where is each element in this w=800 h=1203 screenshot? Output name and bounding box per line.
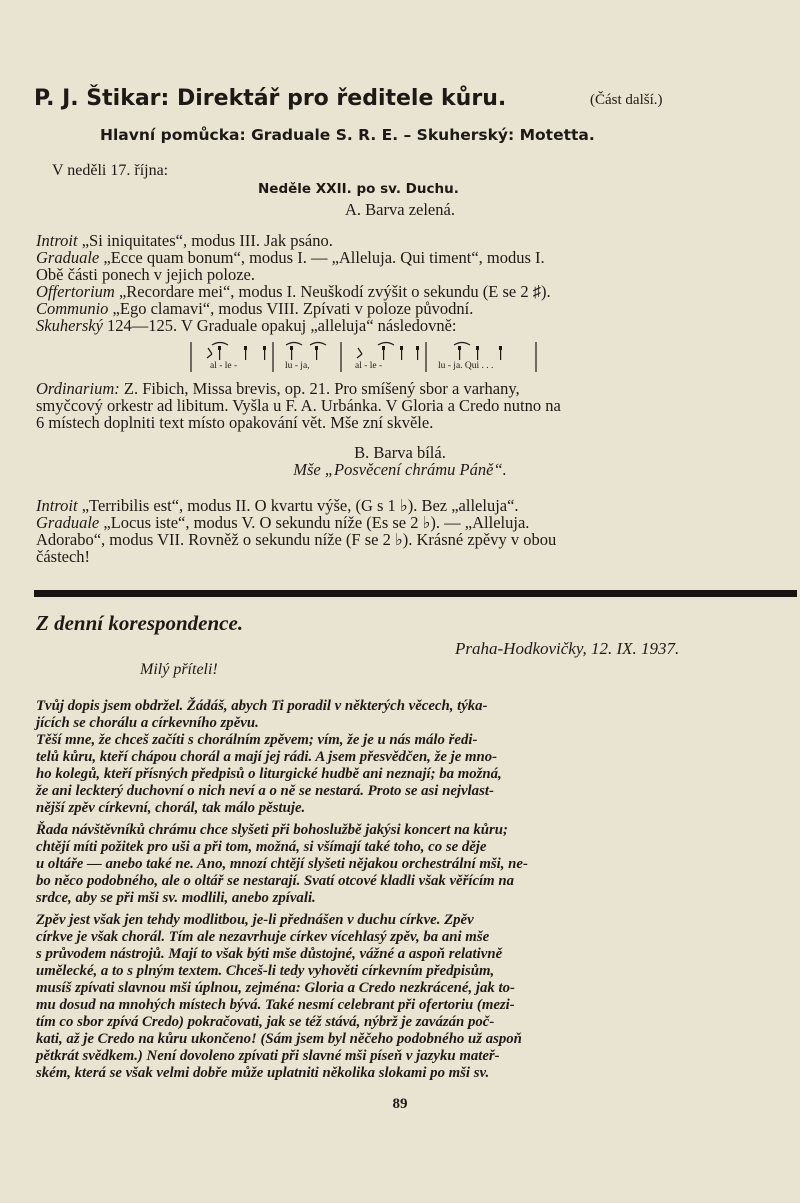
part-a-line: Graduale „Ecce quam bonum“, modus I. — „Alleluja. Qui timent“, modus I. bbox=[36, 248, 545, 267]
music-syllable: lu - ja, bbox=[285, 361, 310, 371]
letter-line: s průvodem nástrojů. Mají to však býti mše důstojné, vážné a aspoň relativně bbox=[36, 946, 503, 962]
letter-line: bo něco podobného, ale o oltář se nestarají. Svatí otcové kladli však věřícím na bbox=[36, 873, 514, 889]
music-notation bbox=[190, 340, 540, 374]
letter-line: srdce, aby se při mši sv. modlili, anebo zpívali. bbox=[36, 890, 316, 906]
part-b-line: částech! bbox=[36, 547, 91, 566]
letter-line: u oltáře — anebo také ne. Ano, mnozí chtějí slyšeti nějakou orchestrální mši, ne- bbox=[36, 856, 528, 872]
letter-line: Tvůj dopis jsem obdržel. Žádáš, abych Ti poradil v některých věcech, týka- bbox=[36, 698, 488, 714]
letter-line: ském, která se však velmi dobře může uplatniti několika slokami po mši sv. bbox=[36, 1065, 490, 1081]
part-b-line: Introit „Terribilis est“, modus II. O kvartu výše, (G s 1 ♭). Bez „alleluja“. bbox=[36, 496, 519, 515]
ordinarium-line: 6 místech doplniti text místo opakování vět. Mše zní skvěle. bbox=[36, 413, 434, 432]
ordinarium-line: Ordinarium: Z. Fibich, Missa brevis, op. 21. Pro smíšený sbor a varhany, bbox=[36, 379, 520, 398]
part-a-line: Introit „Si iniquitates“, modus III. Jak psáno. bbox=[36, 231, 333, 250]
part-a-line: Communio „Ego clamavi“, modus VIII. Zpívati v poloze původní. bbox=[36, 299, 474, 318]
greeting: Milý příteli! bbox=[140, 661, 218, 678]
part-b-line: Graduale „Locus iste“, modus V. O sekundu níže (Es se 2 ♭). — „Alleluja. bbox=[36, 513, 530, 532]
letter-line: mu dosud na mnohých místech bývá. Také nesmí celebrant při ofertoriu (mezi- bbox=[36, 997, 515, 1013]
letter-line: telů kůru, kteří chápou chorál a mají jej rádi. A jsem přesvědčen, že je mno- bbox=[36, 749, 498, 765]
letter-line: Těší mne, že chceš začíti s chorálním zpěvem; vím, že je u nás málo ředi- bbox=[36, 732, 478, 748]
mass-title: Mše „Posvěcení chrámu Páně“. bbox=[293, 460, 507, 479]
letter-line: církve je však chorál. Tím ale nezavrhuje církev vícehlasý zpěv, ba ani mše bbox=[36, 929, 490, 945]
letter-line: že ani leckterý duchovní o nich neví a o ně se nestará. Proto se asi nejvlast- bbox=[36, 783, 494, 799]
place-date: Praha-Hodkovičky, 12. IX. 1937. bbox=[455, 639, 680, 658]
color-b: B. Barva bílá. bbox=[354, 443, 446, 462]
part-a-line: Obě části ponech v jejich poloze. bbox=[36, 265, 256, 284]
part-a-line: Skuherský 124—125. V Graduale opakuj „alleluja“ následovně: bbox=[36, 316, 457, 335]
letter-line: umělecké, a to s plným textem. Chceš-li tedy vyhověti církevním předpisům, bbox=[36, 963, 495, 979]
color-a: A. Barva zelená. bbox=[345, 200, 455, 219]
feast-heading: Neděle XXII. po sv. Duchu. bbox=[258, 181, 459, 197]
letter-line: nější zpěv církevní, chorál, tak málo pěstuje. bbox=[36, 800, 306, 816]
section-divider bbox=[34, 590, 797, 597]
letter-line: Řada návštěvníků chrámu chce slyšeti při bohoslužbě jakýsi koncert na kůru; bbox=[36, 822, 508, 838]
article-title: P. J. Štikar: Direktář pro ředitele kůru. bbox=[34, 86, 507, 111]
letter-line: tím co sbor zpívá Credo) pokračovati, jak se též stává, nýbrž je zavázán poč- bbox=[36, 1014, 495, 1030]
letter-line: musíš zpívati slavnou mši úplnou, zejména: Gloria a Credo nezkrácené, jak to- bbox=[36, 980, 515, 996]
section-title: Z denní korespondence. bbox=[36, 611, 244, 635]
music-syllable: al - le - bbox=[355, 361, 383, 371]
page-number: 89 bbox=[392, 1096, 408, 1112]
article-subtitle: Hlavní pomůcka: Graduale S. R. E. – Skuherský: Motetta. bbox=[100, 126, 595, 144]
letter-line: ho kolegů, kteří přísných předpisů o liturgické hudbě ani neznají; ba možná, bbox=[36, 766, 502, 782]
part-a-line: Offertorium „Recordare mei“, modus I. Neuškodí zvýšit o sekundu (E se 2 ♯). bbox=[36, 282, 551, 301]
part-b-line: Adorabo“, modus VII. Rovněž o sekundu níže (F se 2 ♭). Krásné zpěvy v obou bbox=[36, 530, 557, 549]
letter-line: chtějí míti požitek pro uši a při tom, možná, si všímají také toho, co se děje bbox=[36, 839, 487, 855]
letter-line: kati, až je Credo na kůru ukončeno! (Sám jsem byl něčeho podobného už aspoň bbox=[36, 1031, 522, 1047]
sunday-date: V neděli 17. října: bbox=[52, 162, 169, 179]
music-syllable: lu - ja. Qui . . . bbox=[438, 361, 494, 371]
music-syllable: al - le - bbox=[210, 361, 238, 371]
letter-line: Zpěv jest však jen tehdy modlitbou, je-li přednášen v duchu církve. Zpěv bbox=[36, 912, 474, 928]
letter-line: pětkrát svědkem.) Není dovoleno zpívati při slavné mši píseň v jazyku mateř- bbox=[36, 1048, 500, 1064]
title-note: (Část další.) bbox=[590, 92, 663, 108]
letter-line: jících se chorálu a církevního zpěvu. bbox=[36, 715, 259, 731]
ordinarium-line: smyčcový orkestr ad libitum. Vyšla u F. A. Urbánka. V Gloria a Credo nutno na bbox=[36, 396, 561, 415]
